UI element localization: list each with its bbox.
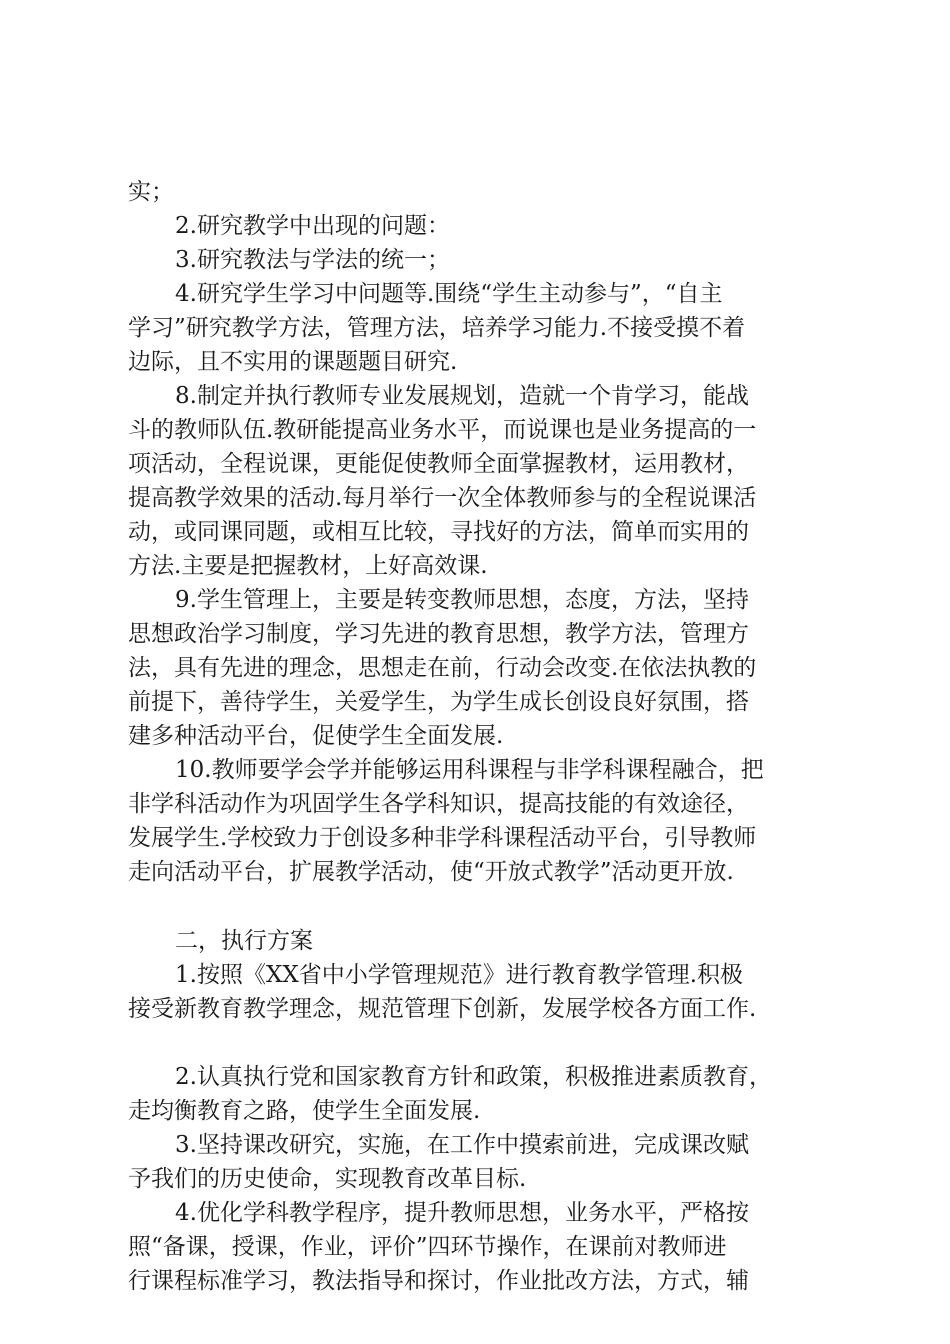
text-line: 斗的教师队伍.教研能提高业务水平，而说课也是业务提高的一 [128, 417, 757, 443]
text-line: 前提下，善待学生，关爱学生，为学生成长创设良好氛围，搭 [128, 689, 749, 715]
text-line: 建多种活动平台，促使学生全面发展. [128, 723, 504, 749]
text-line: 发展学生.学校致力于创设多种非学科课程活动平台，引导教师 [128, 825, 757, 851]
text-line: 思想政治学习制度，学习先进的教育思想，教学方法，管理方 [128, 621, 749, 647]
text-line: 9.学生管理上，主要是转变教师思想，态度，方法，坚持 [175, 587, 749, 613]
text-line: 行课程标准学习，教法指导和探讨，作业批改方法，方式，辅 [128, 1268, 749, 1294]
text-line: 走均衡教育之路，使学生全面发展. [128, 1098, 481, 1124]
text-line: 4.优化学科教学程序，提升教师思想，业务水平，严格按 [175, 1200, 749, 1226]
text-line: 8.制定并执行教师专业发展规划，造就一个肯学习，能战 [175, 383, 749, 409]
text-line: 10.教师要学会学并能够运用科课程与非学科课程融合，把 [175, 757, 764, 783]
text-line: 4.研究学生学习中问题等.围绕“学生主动参与”，“自主 [175, 281, 723, 307]
text-line: 予我们的历史使命，实现教育改革目标. [128, 1166, 527, 1192]
text-line: 学习”研究教学方法，管理方法，培养学习能力.不接受摸不着 [128, 315, 746, 341]
text-line: 方法.主要是把握教材，上好高效课. [128, 553, 488, 579]
text-line: 2.研究教学中出现的问题： [175, 213, 450, 239]
text-line: 走向活动平台，扩展教学活动，使“开放式教学”活动更开放. [128, 859, 734, 885]
section-heading: 二，执行方案 [175, 928, 313, 954]
text-line: 1.按照《XX省中小学管理规范》进行教育教学管理.积极 [175, 962, 744, 988]
text-line: 3.坚持课改研究，实施，在工作中摸索前进，完成课改赋 [175, 1132, 749, 1158]
text-line: 实； [128, 179, 174, 205]
text-line: 边际，且不实用的课题题目研究. [128, 349, 458, 375]
text-line: 非学科活动作为巩固学生各学科知识，提高技能的有效途径， [128, 791, 749, 817]
text-line: 3.研究教法与学法的统一； [175, 247, 450, 273]
text-line: 动，或同课同题，或相互比较，寻找好的方法，简单而实用的 [128, 519, 749, 545]
text-line: 法，具有先进的理念，思想走在前，行动会改变.在依法执教的 [128, 655, 757, 681]
text-line: 提高教学效果的活动.每月举行一次全体教师参与的全程说课活 [128, 485, 757, 511]
text-line: 2.认真执行党和国家教育方针和政策，积极推进素质教育， [175, 1064, 772, 1090]
text-line: 接受新教育教学理念，规范管理下创新，发展学校各方面工作. [128, 996, 757, 1022]
text-line: 项活动，全程说课，更能促使教师全面掌握教材，运用教材， [128, 451, 749, 477]
text-line: 照“备课，授课，作业，评价”四环节操作，在课前对教师进 [128, 1234, 727, 1260]
